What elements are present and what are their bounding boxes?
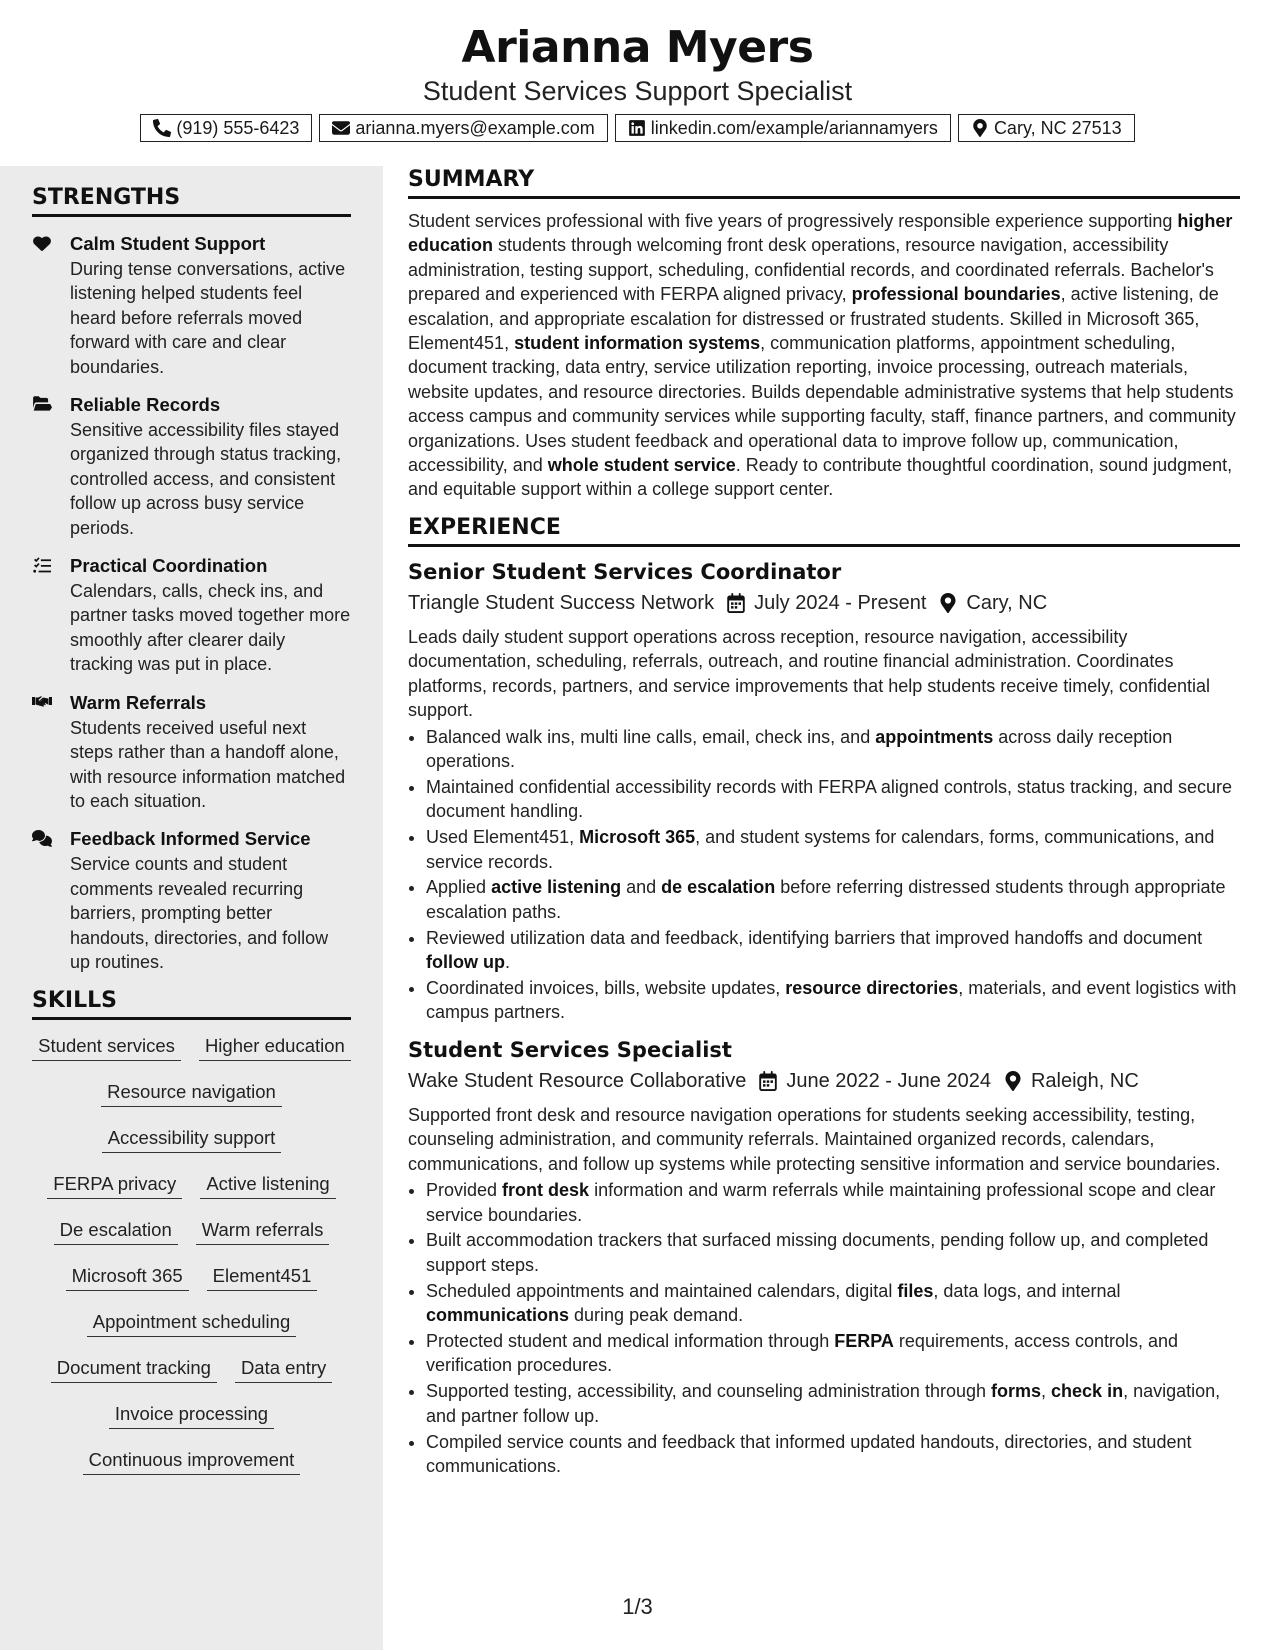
- emphasis-text: files: [897, 1280, 934, 1301]
- emphasis-text: communications: [426, 1305, 570, 1326]
- job-entry: [408, 557, 1240, 1025]
- calendar-icon: [726, 593, 746, 613]
- skill-tag: Higher education: [199, 1030, 351, 1061]
- skill-tag: Microsoft 365: [66, 1260, 189, 1291]
- calendar-icon: [758, 1071, 778, 1091]
- job-bullet: • Protected student and medical information through FERPA requirements, access controls, and verification procedures.: [426, 1329, 1240, 1378]
- emphasis-text: FERPA: [834, 1331, 894, 1352]
- job-bullet: • Balanced walk ins, multi line calls, email, check ins, and appointments across daily reception operations.: [426, 725, 1240, 774]
- contact-email[interactable]: [319, 114, 607, 142]
- comments-icon: [32, 829, 52, 847]
- strength-description: Sensitive accessibility files stayed organized through status tracking, controlled access, and consistent follow up across busy service periods.: [70, 420, 342, 538]
- contact-phone-text: (919) 555-6423: [176, 117, 300, 138]
- strength-item: [32, 392, 351, 540]
- emphasis-text: de escalation: [661, 877, 776, 898]
- job-bullets: [408, 725, 1240, 1025]
- job-bullets: [408, 1178, 1240, 1478]
- page-number: 1/3: [622, 1594, 653, 1619]
- skill-tag: Continuous improvement: [83, 1444, 301, 1475]
- emphasis-text: check in: [1051, 1381, 1124, 1402]
- handshake-icon: [32, 693, 52, 711]
- contact-linkedin[interactable]: [615, 114, 951, 142]
- job-bullet: • Built accommodation trackers that surfaced missing documents, pending follow up, and completed support steps.: [426, 1228, 1240, 1277]
- emphasis-text: professional boundaries: [851, 284, 1061, 305]
- emphasis-text: active listening: [491, 877, 622, 898]
- job-bullet: • Supported testing, accessibility, and counseling administration through forms, check in, navigation, and partner follow up.: [426, 1379, 1240, 1428]
- emphasis-text: front desk: [502, 1180, 590, 1201]
- strength-description: Service counts and student comments revealed recurring barriers, prompting better handouts, directories, and follow up routines.: [70, 854, 329, 972]
- contact-location: [958, 114, 1135, 142]
- skill-tag: Data entry: [235, 1352, 332, 1383]
- strength-description: During tense conversations, active listening helped students feel heard before referrals moved forward with care and clear boundaries.: [70, 259, 346, 377]
- job-company: Wake Student Resource Collaborative: [408, 1069, 747, 1092]
- skill-tag: Student services: [32, 1030, 181, 1061]
- strength-title: Calm Student Support: [70, 233, 266, 254]
- strength-title: Warm Referrals: [70, 691, 207, 713]
- strength-description: Calendars, calls, check ins, and partner tasks moved together more smoothly after clearer daily tracking was put in place.: [70, 581, 351, 675]
- job-bullet: • Coordinated invoices, bills, website updates, resource directories, materials, and event logistics with campus partners.: [426, 976, 1240, 1025]
- job-bullet: • Compiled service counts and feedback that informed updated handouts, directories, and student communications.: [426, 1430, 1240, 1479]
- job-bullet: • Applied active listening and de escalation before referring distressed students through appropriate escalation paths.: [426, 875, 1240, 924]
- skill-tag: Active listening: [200, 1168, 335, 1199]
- strength-item: [32, 231, 351, 379]
- job-bullet: • Reviewed utilization data and feedback, identifying barriers that improved handoffs and document follow up.: [426, 926, 1240, 975]
- experience-heading: EXPERIENCE: [408, 514, 1240, 547]
- skill-tag: Appointment scheduling: [87, 1306, 296, 1337]
- map-pin-icon: [938, 593, 958, 613]
- job-role: Student Services Specialist: [408, 1037, 732, 1062]
- summary-text: Student services professional with five years of progressively responsible experience supporting higher education students through welcoming front desk operations, resource navigation, accessibility administration, testing support, scheduling, confidential records, and coordinated referrals. Bachelor's prepared and experienced with FERPA aligned privacy, professional boundaries, active listening, de escalation, and appropriate escalation for distressed or frustrated students. Skilled in Microsoft 365, Element451, student information systems, communication platforms, appointment scheduling, document tracking, data entry, service utilization reporting, invoice processing, outreach materials, website updates, and resource directories. Builds dependable administrative systems that help students access campus and community services while supporting faculty, staff, finance partners, and community organizations. Uses student feedback and operational data to improve follow up, communication, accessibility, and whole student service. Ready to contribute thoughtful coordination, sound judgment, and equitable support within a college support center.: [408, 211, 1236, 500]
- envelope-icon: [332, 119, 350, 137]
- contact-bar: [0, 114, 1275, 142]
- skill-tag: Accessibility support: [102, 1122, 282, 1153]
- candidate-name: Arianna Myers: [461, 22, 814, 73]
- strength-title: Reliable Records: [70, 394, 221, 416]
- job-role: Senior Student Services Coordinator: [408, 559, 842, 584]
- job-bullet: • Used Element451, Microsoft 365, and student systems for calendars, forms, communications, and service records.: [426, 825, 1240, 874]
- skill-tag: Resource navigation: [101, 1076, 282, 1107]
- main-content: [408, 166, 1240, 1480]
- strength-title: Practical Coordination: [70, 555, 268, 577]
- sidebar: [0, 166, 383, 1650]
- job-location: Raleigh, NC: [1030, 1069, 1139, 1092]
- map-pin-icon: [971, 119, 989, 137]
- contact-linkedin-text: linkedin.com/example/ariannamyers: [650, 117, 938, 138]
- map-pin-icon: [1003, 1071, 1023, 1091]
- strength-item: [32, 553, 351, 677]
- job-bullet: • Maintained confidential accessibility records with FERPA aligned controls, status tracking, and secure document handling.: [426, 775, 1240, 824]
- emphasis-text: appointments: [875, 726, 994, 747]
- job-bullet: • Scheduled appointments and maintained calendars, digital files, data logs, and internal communications during peak demand.: [426, 1279, 1240, 1328]
- job-description: Leads daily student support operations across reception, resource navigation, accessibility documentation, scheduling, referrals, outreach, and routine financial administration. Coordinates platforms, records, partners, and service improvements that help students receive timely, confidential support.: [408, 626, 1211, 721]
- skill-tag: De escalation: [54, 1214, 178, 1245]
- contact-email-text: arianna.myers@example.com: [355, 117, 595, 138]
- emphasis-text: student information systems: [514, 333, 761, 354]
- resume-header: [0, 0, 1275, 143]
- skills-heading: SKILLS: [32, 987, 351, 1020]
- strengths-list: [32, 231, 351, 974]
- job-dates: July 2024 - Present: [754, 591, 927, 614]
- emphasis-text: resource directories: [785, 978, 959, 999]
- job-location: Cary, NC: [966, 591, 1048, 614]
- emphasis-text: forms: [991, 1381, 1042, 1402]
- summary-heading: SUMMARY: [408, 166, 1240, 199]
- emphasis-text: Microsoft 365: [579, 827, 696, 848]
- skill-tag: Document tracking: [51, 1352, 217, 1383]
- strength-title: Feedback Informed Service: [70, 828, 311, 850]
- skill-tag: Element451: [207, 1260, 318, 1291]
- skills-list: [32, 1030, 351, 1490]
- job-entry: [408, 1035, 1240, 1479]
- strength-item: [32, 826, 351, 974]
- emphasis-text: follow up: [426, 952, 505, 973]
- linkedin-icon: [628, 119, 646, 137]
- job-meta: [408, 587, 1240, 619]
- list-check-icon: [32, 556, 52, 574]
- phone-icon: [153, 119, 171, 137]
- candidate-title: Student Services Support Specialist: [422, 76, 853, 106]
- emphasis-text: whole student service: [547, 455, 736, 476]
- skill-tag: FERPA privacy: [47, 1168, 182, 1199]
- emphasis-text: higher education: [408, 211, 1233, 256]
- job-description: Supported front desk and resource navigation operations for students seeking accessibility, testing, counseling administration, and community referrals. Maintained organized records, calendars, communications, and follow up systems while protecting sensitive information and service boundaries.: [408, 1104, 1221, 1174]
- job-company: Triangle Student Success Network: [408, 591, 715, 614]
- contact-phone[interactable]: [140, 114, 312, 142]
- strength-description: Students received useful next steps rather than a handoff alone, with resource information matched to each situation.: [70, 717, 346, 811]
- job-dates: June 2022 - June 2024: [786, 1069, 991, 1092]
- skill-tag: Warm referrals: [196, 1214, 330, 1245]
- strength-item: [32, 690, 351, 814]
- strengths-heading: STRENGTHS: [32, 184, 351, 217]
- skill-tag: Invoice processing: [109, 1398, 274, 1429]
- job-meta: [408, 1065, 1240, 1097]
- heart-icon: [32, 234, 52, 252]
- folder-open-icon: [32, 395, 52, 413]
- job-bullet: • Provided front desk information and warm referrals while maintaining professional scope and clear service boundaries.: [426, 1178, 1240, 1227]
- contact-location-text: Cary, NC 27513: [993, 117, 1122, 138]
